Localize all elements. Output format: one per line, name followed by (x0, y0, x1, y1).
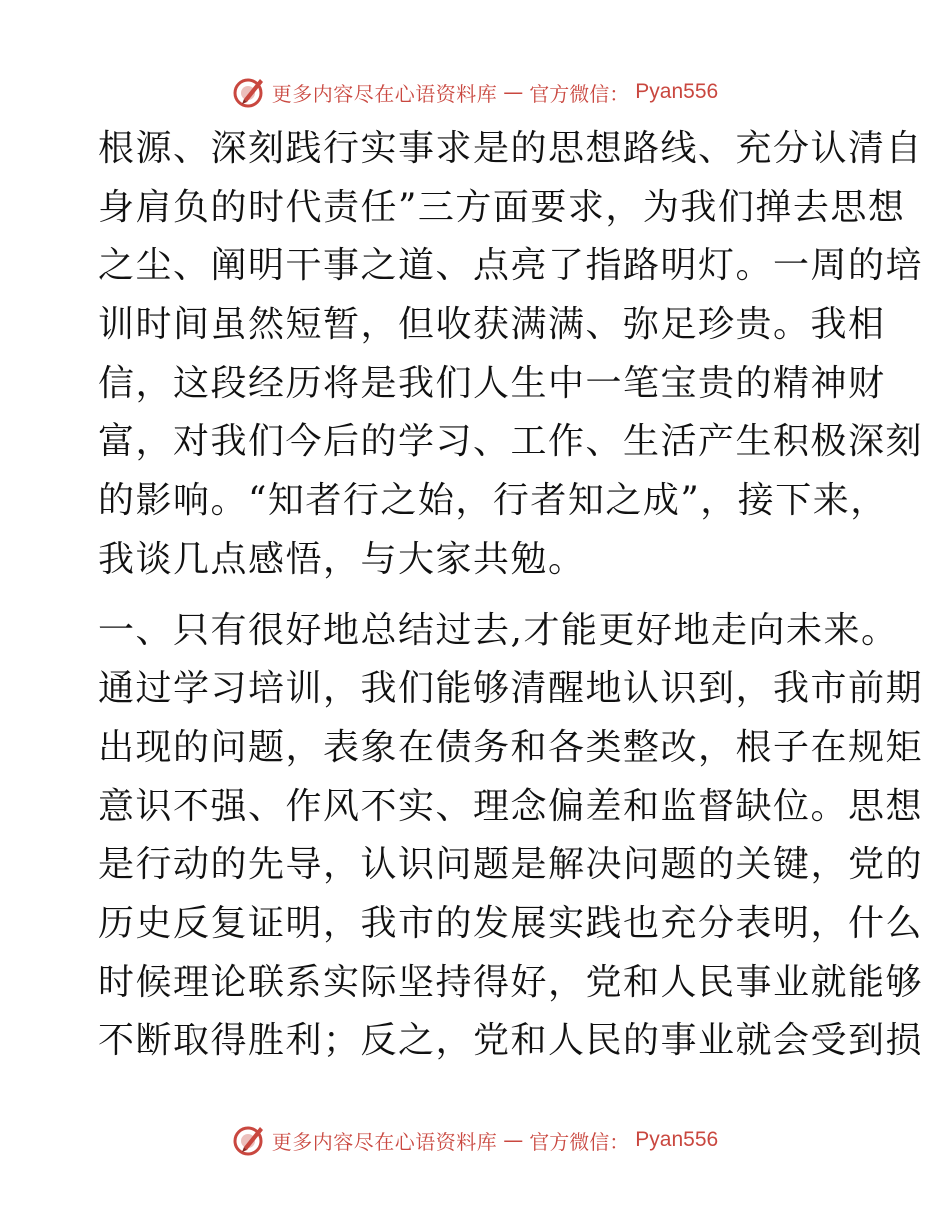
text-line: 不断取得胜利；反之，党和人民的事业就会受到损 (98, 1020, 924, 1062)
text-line: 的影响。“知者行之始，行者知之成”，接下来， (98, 480, 888, 522)
document-body (98, 120, 924, 1071)
header-site-text: 更多内容尽在心语资料库 (271, 81, 498, 106)
text-line: 通过学习培训，我们能够清醒地认识到，我市前期 (98, 668, 924, 710)
paragraph-gap (98, 590, 854, 602)
text-line: 信，这段经历将是我们人生中一笔宝贵的精神财 (98, 362, 886, 404)
header-wechat-id: Pyan556 (635, 80, 719, 103)
text-line: 身肩负的时代责任”三方面要求，为我们掸去思想 (98, 186, 906, 228)
header-banner (0, 72, 950, 112)
footer-banner (0, 1120, 950, 1160)
text-line: 时候理论联系实际坚持得好，党和人民事业就能够 (98, 961, 924, 1003)
text-line: 是行动的先导，认识问题是解决问题的关键，党的 (98, 844, 924, 886)
text-line: 历史反复证明，我市的发展实践也充分表明，什么 (98, 902, 924, 944)
text-line: 根源、深刻践行实事求是的思想路线、充分认清自 (98, 128, 924, 169)
text-line: 意识不强、作风不实、理念偏差和监督缺位。思想 (98, 785, 924, 827)
pen-nib-circle-icon (232, 75, 266, 109)
paragraph-2 (98, 602, 924, 1072)
footer-wechat-label: 官方微信： (529, 1129, 630, 1154)
paragraph-1 (98, 120, 924, 590)
footer-separator: — (503, 1128, 524, 1152)
text-line: 富，对我们今后的学习、工作、生活产生积极深刻 (98, 421, 924, 463)
header-wechat-label: 官方微信： (529, 81, 630, 106)
header-separator: — (503, 80, 524, 104)
text-line: 我谈几点感悟，与大家共勉。 (98, 538, 586, 580)
text-line: 出现的问题，表象在债务和各类整改，根子在规矩 (98, 726, 924, 768)
section-heading-line: 一、只有很好地总结过去,才能更好地走向未来。 (98, 609, 899, 651)
footer-wechat-id: Pyan556 (635, 1128, 719, 1151)
text-line: 训时间虽然短暂，但收获满满、弥足珍贵。我相 (98, 304, 886, 346)
text-line: 之尘、阐明干事之道、点亮了指路明灯。一周的培 (98, 245, 924, 287)
footer-site-text: 更多内容尽在心语资料库 (271, 1129, 498, 1154)
pen-nib-circle-icon (232, 1123, 266, 1157)
